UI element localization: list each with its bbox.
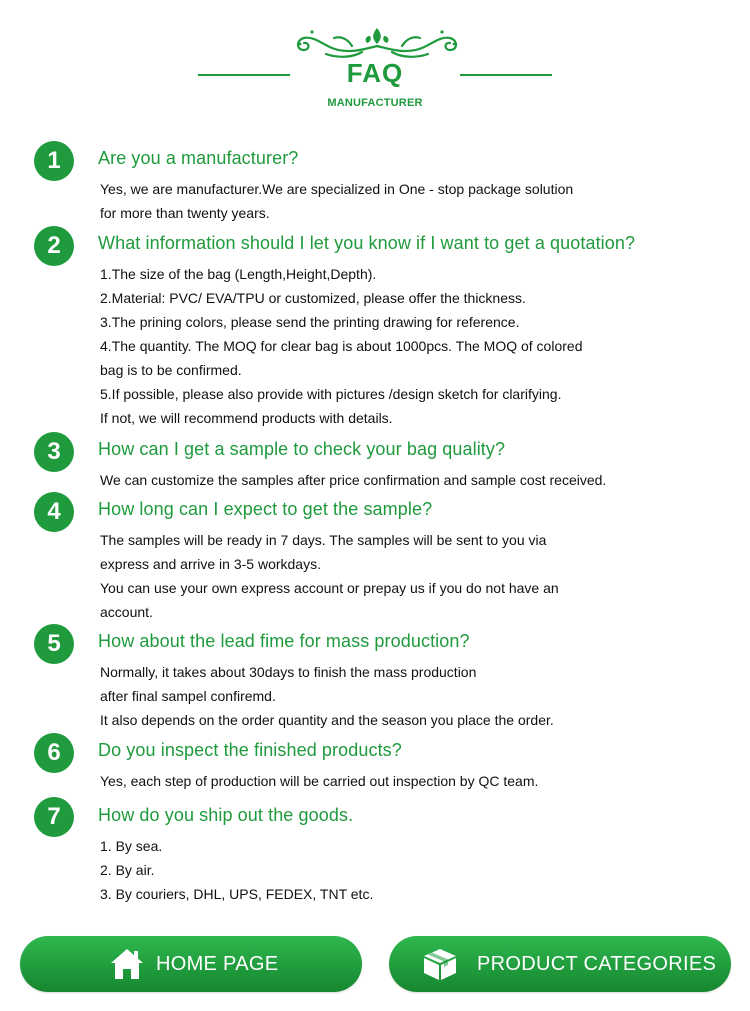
question-text: What information should I let you know if I want to get a quotation? [98,233,636,253]
question-number-badge: 2 [34,226,74,266]
faq-header [0,0,750,120]
question-text: Are you a manufacturer? [98,148,299,168]
answer-text: Normally, it takes about 30days to finish the mass production after final sampel confiremd. It also depends on the order quantity and the season you place the order. [100,664,554,728]
page-subtitle: MANUFACTURER [327,97,423,109]
question-text: How do you ship out the goods. [98,805,354,825]
answer-text: 1.The size of the bag (Length,Height,Depth). 2.Material: PVC/ EVA/TPU or customized, please offer the thickness. 3.The prining colors, please send the printing drawing for reference. 4.The quantity. The MOQ for clear bag is about 1000pcs. The MOQ of colored bag is to be confirmed. 5.If possible, please also provide with pictures /design sketch for clarifying. If not, we will recommend products with details. [100,266,583,426]
answer-text: Yes, each step of production will be carried out inspection by QC team. [100,773,539,789]
question-number-badge: 6 [34,733,74,773]
question-text: Do you inspect the finished products? [98,740,402,760]
home-page-button[interactable] [20,936,362,992]
question-text: How can I get a sample to check your bag quality? [98,439,506,459]
answer-text: The samples will be ready in 7 days. The samples will be sent to you via express and arrive in 3-5 workdays. You can use your own express account or prepay us if you do not have an account. [100,532,559,620]
product-categories-button[interactable] [389,936,731,992]
question-number-badge: 4 [34,492,74,532]
product-categories-label: PRODUCT CATEGORIES [477,952,717,975]
home-icon [108,946,146,982]
question-number-badge: 7 [34,797,74,837]
answer-text: 1. By sea. 2. By air. 3. By couriers, DHL, UPS, FEDEX, TNT etc. [100,838,374,902]
question-number-badge: 5 [34,624,74,664]
flourish-ornament-icon [292,24,462,60]
question-text: How long can I expect to get the sample? [98,499,433,519]
answer-text: We can customize the samples after price confirmation and sample cost received. [100,472,607,488]
question-number-badge: 3 [34,432,74,472]
box-icon [421,946,459,982]
answer-text: Yes, we are manufacturer.We are specialized in One - stop package solution for more than twenty years. [100,181,574,221]
question-text: How about the lead fime for mass production? [98,631,470,651]
page-title: FAQ [346,58,404,88]
question-number-badge: 1 [34,141,74,181]
home-page-label: HOME PAGE [156,952,279,975]
